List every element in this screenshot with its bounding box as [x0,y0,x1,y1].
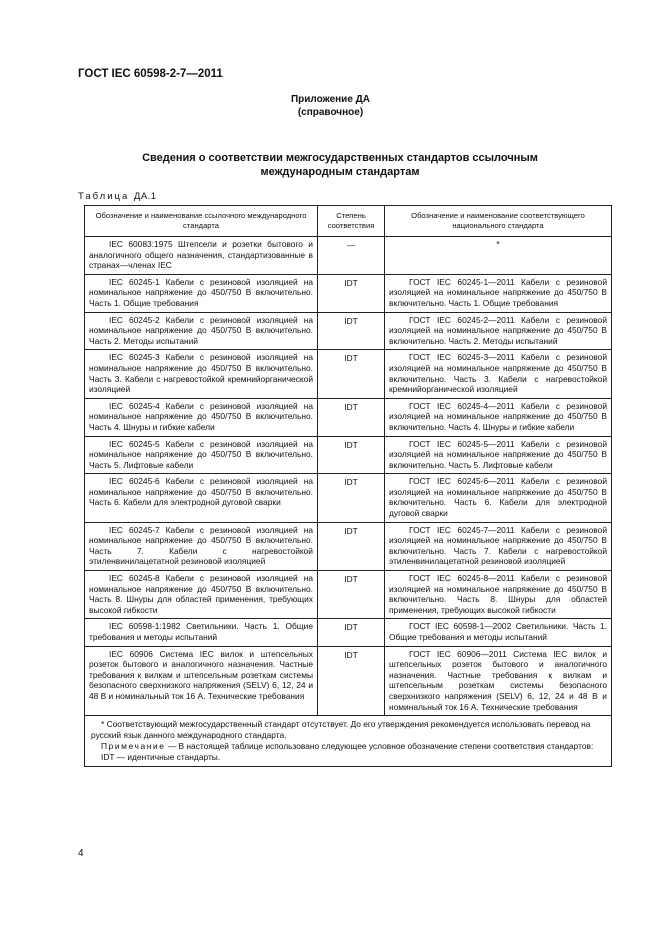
section-title: Сведения о соответствии межгосударственных стандартов ссылочным международным стандартам [142,152,538,178]
cell-national-standard [385,274,612,312]
cell-international-standard [85,237,318,275]
cell-national-standard [385,398,612,436]
cell-text: IEC 60245-8 Кабели с резиновой изоляцией на номинальное напряжение до 450/750 В включительно. Часть 8. Шнуры для областей применения, требующих высокой гибкости [89,573,313,615]
cell-text: ГОСТ IEC 60245-6—2011 Кабели с резиновой изоляцией на номинальное напряжение до 450/750 В включительно. Часть 6. Кабели для электродной дуговой сварки [389,476,607,519]
note-label: Примечание [101,740,166,751]
cell-international-standard [85,274,318,312]
appendix-subtitle: (справочное) [297,107,364,118]
cell-degree: IDT [318,646,385,716]
cell-international-standard [85,619,318,646]
table-header-row [85,206,612,237]
footnote-absent-standard: * Соответствующий межгосударственный стандарт отсутствует. До его утверждения рекомендуется использовать перевод на русский язык данного международного стандарта. [91,719,591,740]
table-row [85,522,612,570]
table-row [85,274,612,312]
cell-national-standard [385,474,612,522]
cell-degree: IDT [318,312,385,350]
cell-degree: IDT [318,350,385,398]
cell-text: IEC 60245-3 Кабели с резиновой изоляцией на номинальное напряжение до 450/750 В включительно. Часть 3. Кабели с нагревостойкой кремнийорганической изоляцией [89,352,313,395]
table-row [85,237,612,275]
cell-degree: IDT [318,398,385,436]
cell-text: IEC 60245-2 Кабели с резиновой изоляцией на номинальное напряжение до 450/750 В включительно. Часть 2. Методы испытаний [89,314,313,346]
table-footnote-row [85,716,612,767]
cell-text: ГОСТ IEC 60906—2011 Система IEC вилок и штепсельных розеток бытового и аналогичного назначения. Частные требования к вилкам и штепсельным розеткам системы безопасного сверхнизкого напряжения (SELV) 6, 12, 24 и 48 В и номинальный ток 16 А. Технические требования [389,648,607,712]
note-legend: IDT — идентичные стандарты. [101,751,221,762]
cell-international-standard [85,436,318,474]
cell-text: IEC 60083:1975 Штепсели и розетки бытового и аналогичного общего назначения, стандартизованные в странах—членах IEC [89,239,313,271]
table-row [85,474,612,522]
cell-international-standard [85,571,318,619]
cell-international-standard [85,350,318,398]
cell-international-standard [85,474,318,522]
cell-text: ГОСТ IEC 60245-4—2011 Кабели с резиновой изоляцией на номинальное напряжение до 450/750 В включительно. Часть 4. Шнуры и гибкие кабели [389,400,607,432]
table-row [85,646,612,716]
cell-text: ГОСТ IEC 60245-3—2011 Кабели с резиновой изоляцией на номинальное напряжение до 450/750 В включительно. Часть 3. Кабели с нагревостойкой кремнийорганической изоляцией [389,352,607,395]
cell-text: ГОСТ IEC 60245-7—2011 Кабели с резиновой изоляцией на номинальное напряжение до 450/750 В включительно. Часть 7. Кабели с нагревостойкой этиленвинилацетатной резиновой изоляцией [389,524,607,567]
cell-international-standard [85,398,318,436]
cell-international-standard [85,522,318,570]
cell-national-standard [385,436,612,474]
table-note [91,741,605,752]
cell-text: IEC 60598-1:1982 Светильники. Часть 1. Общие требования и методы испытаний [89,621,313,642]
table-row [85,436,612,474]
cell-degree: IDT [318,619,385,646]
cell-degree: IDT [318,274,385,312]
cell-degree: IDT [318,436,385,474]
table-label-word: Таблица [78,191,130,202]
table-label-number: ДА.1 [133,191,157,202]
appendix-title: Приложение ДА [290,94,371,105]
header-international-standard: Обозначение и наименование ссылочного международного стандарта [85,206,318,237]
cell-text: IEC 60245-4 Кабели с резиновой изоляцией на номинальное напряжение до 450/750 В включительно. Часть 4. Шнуры и гибкие кабели [89,400,313,432]
cell-text: IEC 60245-5 Кабели с резиновой изоляцией на номинальное напряжение до 450/750 В включительно. Часть 5. Лифтовые кабели [89,438,313,470]
cell-text: IEC 60906 Система IEC вилок и штепсельных розеток бытового и аналогичного назначения. Частные требования к вилкам и штепсельным розеткам системы безопасного сверхнизкого напряжения (SELV) 6, 12, 24 и 48 В и номинальный ток 16 А. Технические требования [89,648,313,701]
cell-text: ГОСТ IEC 60245-5—2011 Кабели с резиновой изоляцией на номинальное напряжение до 450/750 В включительно. Часть 5. Лифтовые кабели [389,438,607,470]
cell-national-standard [385,522,612,570]
cell-national-standard [385,312,612,350]
cell-text: IEC 60245-6 Кабели с резиновой изоляцией на номинальное напряжение до 450/750 В включительно. Часть 6. Кабели для электродной дуговой сварки [89,476,313,508]
cell-text: ГОСТ IEC 60245-1—2011 Кабели с резиновой изоляцией на номинальное напряжение до 450/750 В включительно. Часть 1. Общие требования [389,276,607,308]
note-text: — В настоящей таблице использовано следующее условное обозначение степени соответствия стандартов: [167,740,594,751]
cell-national-standard [385,619,612,646]
cell-text: ГОСТ IEC 60245-8—2011 Кабели с резиновой изоляцией на номинальное напряжение до 450/750 В включительно. Часть 8. Шнуры для областей применения, требующих высокой гибкости [389,573,607,615]
cell-text: IEC 60245-1 Кабели с резиновой изоляцией на номинальное напряжение до 450/750 В включительно. Часть 1. Общие требования [89,276,313,308]
cell-degree: — [318,237,385,275]
cell-degree: IDT [318,522,385,570]
cell-national-standard [385,646,612,716]
table-row [85,619,612,646]
cell-text: IEC 60245-7 Кабели с резиновой изоляцией на номинальное напряжение до 450/750 В включительно. Часть 7. Кабели с нагревостойкой этиленвинилацетатной резиновой изоляцией [89,524,313,567]
header-degree-of-correspondence: Степень соответствия [318,206,385,237]
table-footnote-cell [85,716,612,767]
cell-degree: IDT [318,474,385,522]
table-row [85,312,612,350]
cell-text: ГОСТ IEC 60245-2—2011 Кабели с резиновой изоляцией на номинальное напряжение до 450/750 В включительно. Часть 2. Методы испытаний [389,314,607,346]
cell-international-standard [85,646,318,716]
table-row [85,571,612,619]
header-national-standard: Обозначение и наименование соответствующего национального стандарта [385,206,612,237]
cell-text: ГОСТ IEC 60598-1—2002 Светильники. Часть 1. Общие требования и методы испытаний [389,621,607,642]
table-row [85,398,612,436]
cell-international-standard [85,312,318,350]
table-row [85,350,612,398]
cell-national-standard [385,571,612,619]
cell-national-standard [385,350,612,398]
cell-national-standard: * [385,237,612,275]
document-designation: ГОСТ IEC 60598-2-7—2011 [78,68,223,80]
page-number: 4 [78,848,84,859]
cell-degree: IDT [318,571,385,619]
standards-correspondence-table [84,205,612,767]
table-label [78,191,157,202]
